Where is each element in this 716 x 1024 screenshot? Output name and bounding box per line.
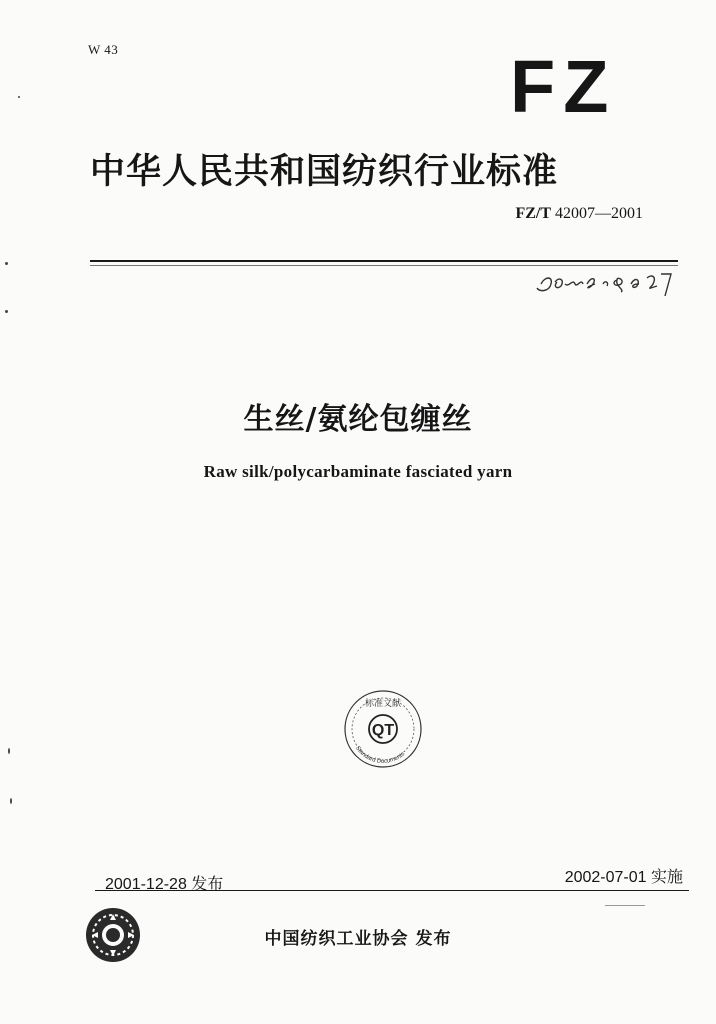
standard-title: 中华人民共和国纺织行业标准 bbox=[90, 152, 559, 192]
svg-text:Standard Documents: Standard Documents bbox=[354, 745, 407, 765]
implement-date: 2002-07-01 实施 bbox=[564, 869, 683, 886]
svg-text:QT: QT bbox=[371, 722, 395, 739]
scan-speck bbox=[18, 96, 20, 98]
library-seal-icon bbox=[338, 684, 428, 774]
publisher: 中国纺织工业协会 发布 bbox=[264, 929, 452, 949]
standard-number bbox=[515, 205, 643, 223]
standard-year: 42007—2001 bbox=[555, 205, 643, 222]
document-title-zh: 生丝/氨纶包缠丝 bbox=[243, 402, 473, 437]
scan-speck bbox=[5, 262, 8, 265]
standard-code: FZ/T bbox=[515, 205, 551, 222]
svg-text:标准文献: 标准文献 bbox=[364, 699, 402, 709]
footer-divider bbox=[95, 890, 689, 891]
scan-speck bbox=[5, 310, 8, 313]
document-title-en: Raw silk/polycarbaminate fasciated yarn bbox=[203, 462, 513, 481]
scan-speck bbox=[8, 748, 10, 754]
ics-code: W 43 bbox=[88, 42, 119, 57]
issue-date: 2001-12-28 发布 bbox=[105, 876, 224, 893]
scan-speck bbox=[10, 798, 12, 804]
fz-logo: FZ bbox=[510, 45, 617, 128]
handwritten-note-icon bbox=[535, 262, 685, 302]
scan-speck bbox=[605, 905, 645, 906]
